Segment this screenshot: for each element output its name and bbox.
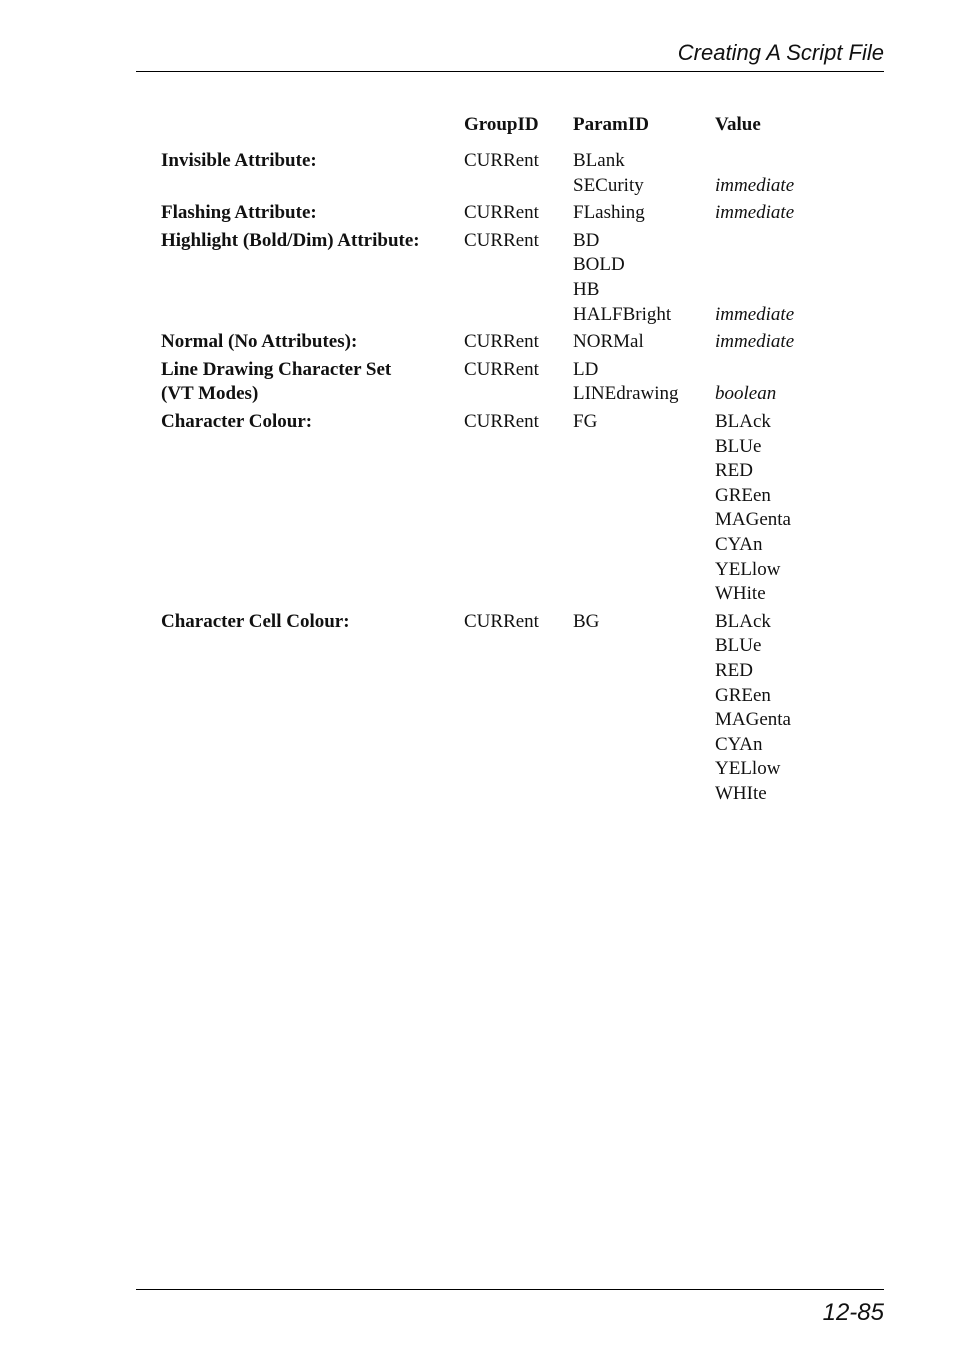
table-header-row	[161, 112, 861, 146]
param-id-cell	[573, 330, 644, 355]
param-id-cell	[573, 610, 599, 635]
param-id-cell-line: HALFBright	[573, 303, 672, 325]
table-row	[161, 610, 861, 807]
running-head-title: Creating A Script File	[677, 40, 884, 65]
value-cell-line: immediate	[715, 202, 795, 224]
value-cell-line: immediate	[715, 331, 795, 353]
param-id-cell-line: FG	[573, 410, 598, 432]
row-label	[161, 358, 391, 407]
value-cell-line: GREen	[715, 484, 771, 506]
value-cell-line: GREen	[715, 684, 771, 706]
table-row	[161, 149, 861, 198]
table-row	[161, 410, 861, 607]
value-cell-line: boolean	[715, 383, 777, 405]
table-row	[161, 358, 861, 407]
param-id-cell-line: BG	[573, 610, 600, 632]
value-cell-line: RED	[715, 659, 753, 681]
row-label-line: Character Colour:	[161, 410, 313, 432]
param-id-cell-line: BD	[573, 229, 600, 251]
value-cell-line: immediate	[715, 303, 795, 325]
column-header-paramid: ParamID	[573, 114, 649, 135]
param-id-cell	[573, 410, 597, 435]
table-row	[161, 229, 861, 327]
column-header-value: Value	[715, 114, 761, 135]
row-label	[161, 229, 420, 254]
value-cell	[715, 201, 794, 226]
value-cell-line	[715, 229, 794, 254]
value-cell-line: RED	[715, 460, 753, 482]
value-cell-line: YELlow	[715, 758, 781, 780]
param-id-cell	[573, 201, 645, 226]
header-rule	[136, 71, 884, 72]
row-label	[161, 330, 357, 355]
param-id-cell	[573, 149, 644, 198]
param-id-cell-line: HB	[573, 278, 600, 300]
row-label	[161, 201, 317, 226]
row-label-line: Invisible Attribute:	[161, 150, 317, 171]
row-label-line: Character Cell Colour:	[161, 610, 350, 632]
row-label-line: Normal (No Attributes):	[161, 331, 358, 353]
value-cell-line: MAGenta	[715, 709, 791, 731]
value-cell-line	[715, 253, 794, 278]
value-cell-line: immediate	[715, 174, 795, 196]
param-id-cell-line: LD	[573, 358, 599, 380]
value-cell	[715, 330, 794, 355]
group-id-cell: CURRent	[464, 410, 539, 432]
value-cell-line: WHIte	[715, 782, 767, 804]
value-cell-line	[715, 149, 794, 174]
value-cell-line: MAGenta	[715, 509, 791, 531]
value-cell-line: YELlow	[715, 558, 781, 580]
value-cell	[715, 229, 794, 327]
row-label-line: Line Drawing Character Set	[161, 358, 392, 380]
group-id-cell: CURRent	[464, 610, 539, 632]
param-id-cell-line: SECurity	[573, 174, 644, 196]
row-label	[161, 610, 350, 635]
group-id-cell: CURRent	[464, 358, 539, 380]
value-cell-line: BLAck	[715, 410, 771, 432]
table-body	[161, 149, 861, 807]
value-cell	[715, 149, 794, 198]
value-cell	[715, 358, 776, 407]
row-label	[161, 149, 317, 174]
group-id-cell: CURRent	[464, 229, 539, 251]
row-label-line: Highlight (Bold/Dim) Attribute:	[161, 229, 420, 251]
group-id-cell: CURRent	[464, 202, 539, 224]
row-label-line: Flashing Attribute:	[161, 202, 317, 224]
value-cell-line: BLUe	[715, 435, 762, 457]
value-cell	[715, 610, 791, 807]
param-id-cell-line: LINEdrawing	[573, 383, 679, 405]
value-cell-line: BLAck	[715, 610, 771, 632]
parameter-table	[161, 112, 861, 807]
page-number: 12-85	[822, 1299, 884, 1326]
value-cell-line: CYAn	[715, 533, 763, 555]
table-row	[161, 330, 861, 355]
value-cell	[715, 410, 791, 607]
value-cell-line: CYAn	[715, 733, 763, 755]
group-id-cell: CURRent	[464, 331, 539, 353]
value-cell-line: BLUe	[715, 635, 762, 657]
table-row	[161, 201, 861, 226]
column-header-groupid: GroupID	[464, 114, 539, 135]
param-id-cell	[573, 358, 679, 407]
value-cell-line	[715, 358, 776, 383]
group-id-cell: CURRent	[464, 150, 539, 171]
param-id-cell-line: BOLD	[573, 254, 625, 276]
row-label-line: (VT Modes)	[161, 383, 259, 405]
param-id-cell-line: BLank	[573, 150, 625, 171]
row-label	[161, 410, 312, 435]
param-id-cell-line: NORMal	[573, 331, 644, 353]
param-id-cell	[573, 229, 671, 327]
value-cell-line: WHite	[715, 583, 766, 605]
footer-rule	[136, 1289, 884, 1290]
value-cell-line	[715, 278, 794, 303]
param-id-cell-line: FLashing	[573, 202, 645, 224]
